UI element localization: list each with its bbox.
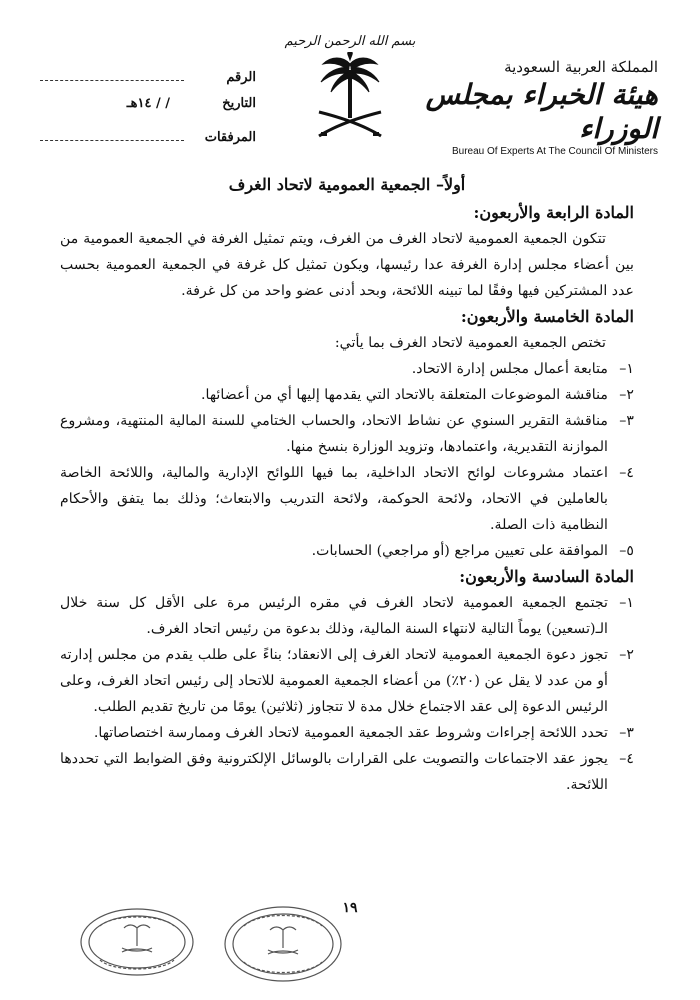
item-number: ٤–: [619, 751, 634, 767]
item-text: تجوز دعوة الجمعية العمومية لاتحاد الغرف إلى الانعقاد؛ بناءً على طلب يقدم من مجلس إدارته أو من عدد لا يقل عن (٢٠٪) من أعضاء الجمعية العمومية للاتحاد إلى رئيس اتحاد الغرف، وعلى الرئيس الدعوة إلى عقد الاجتماع خلال مدة لا تتجاوز (ثلاثين) يومًا من تاريخ تقديم الطلب.: [60, 647, 609, 715]
list-item: [60, 356, 634, 382]
item-text: مناقشة الموضوعات المتعلقة بالاتحاد التي يقدمها إليها أي من أعضائها.: [201, 387, 608, 403]
item-number: ١–: [619, 595, 634, 611]
basmala: بسم الله الرحمن الرحيم: [284, 34, 416, 49]
reference-line: [40, 66, 184, 81]
item-text: متابعة أعمال مجلس إدارة الاتحاد.: [411, 361, 608, 377]
section-title: أولاً– الجمعية العمومية لاتحاد الغرف: [228, 175, 466, 194]
document-meta: [36, 66, 256, 156]
official-seal-icon: [78, 906, 196, 978]
item-text: يجوز عقد الاجتماعات والتصويت على القرارات بالوسائل الإلكترونية وفق الضوابط التي تحددها اللائحة.: [60, 751, 608, 793]
item-number: ٥–: [619, 543, 634, 559]
list-item: [60, 460, 634, 538]
bureau-name-arabic: هيئة الخبراء بمجلس الوزراء: [425, 78, 658, 145]
date-row: [36, 96, 256, 126]
article-45-title: المادة الخامسة والأربعون:: [460, 307, 634, 326]
date-value: / / ١٤هـ: [126, 96, 170, 111]
list-item: [60, 408, 634, 460]
list-item: [60, 720, 634, 746]
article-44-title: المادة الرابعة والأربعون:: [473, 203, 634, 222]
date-label: التاريخ: [222, 96, 256, 111]
list-item: [60, 590, 634, 642]
article-45-list: [60, 356, 634, 564]
attachments-row: [36, 126, 256, 156]
article-44-text: تتكون الجمعية العمومية لاتحاد الغرف من الغرف، ويتم تمثيل الغرفة في الجمعية العمومية من بين أعضاء مجلس إدارة الغرفة عدا رئيسها، ويكون تمثيل كل غرفة في الجمعية العمومية بحسب عدد المشتركين فيها وفقًا لما تبينه اللائحة، وبحد أدنى عضو واحد من كل غرفة.: [60, 231, 634, 299]
item-text: الموافقة على تعيين مراجع (أو مراجعي) الحسابات.: [311, 543, 608, 559]
list-item: [60, 538, 634, 564]
organization-header: [418, 58, 658, 157]
item-number: ٣–: [619, 725, 634, 741]
item-number: ٤–: [619, 465, 634, 481]
item-text: مناقشة التقرير السنوي عن نشاط الاتحاد، والحساب الختامي للسنة المالية المنتهية، ومشروع الموازنة التقديرية، واعتمادها، وتزويد الوزارة بنسخ منها.: [60, 413, 608, 455]
reference-label: الرقم: [226, 70, 256, 85]
item-text: اعتماد مشروعات لوائح الاتحاد الداخلية، بما فيها اللوائح الإدارية والمالية، واللائحة الخاصة بالعاملين في الاتحاد، ولائحة الحوكمة، ولائحة التدريب والابتعاث؛ وذلك بما يتفق والأحكام النظامية ذات الصلة.: [60, 465, 608, 533]
item-number: ٣–: [619, 413, 634, 429]
attachments-label: المرفقات: [204, 130, 256, 145]
article-45-intro: تختص الجمعية العمومية لاتحاد الغرف بما يأتي:: [334, 335, 606, 351]
list-item: [60, 642, 634, 720]
item-number: ١–: [619, 361, 634, 377]
list-item: [60, 382, 634, 408]
palm-swords-emblem-icon: [313, 52, 387, 144]
item-text: تحدد اللائحة إجراءات وشروط عقد الجمعية العمومية لاتحاد الغرف وممارسة اختصاصاتها.: [93, 725, 608, 741]
list-item: [60, 746, 634, 798]
bureau-name-english: Bureau Of Experts At The Council Of Ministers: [451, 146, 658, 157]
item-text: تجتمع الجمعية العمومية لاتحاد الغرف في مقره الرئيس مرة على الأقل كل سنة خلال الـ(تسعين) يوماً التالية لانتهاء السنة المالية، وذلك بدعوة من رئيس اتحاد الغرف.: [60, 595, 608, 637]
reference-row: [36, 66, 256, 96]
article-46-title: المادة السادسة والأربعون:: [459, 567, 634, 586]
article-46-list: [60, 590, 634, 798]
item-number: ٢–: [619, 647, 634, 663]
page-number: ١٩: [342, 900, 358, 916]
document-body: [60, 172, 634, 798]
kingdom-name: المملكة العربية السعودية: [504, 58, 658, 76]
attachments-line: [40, 126, 184, 141]
item-number: ٢–: [619, 387, 634, 403]
official-seal-icon: [222, 904, 344, 984]
